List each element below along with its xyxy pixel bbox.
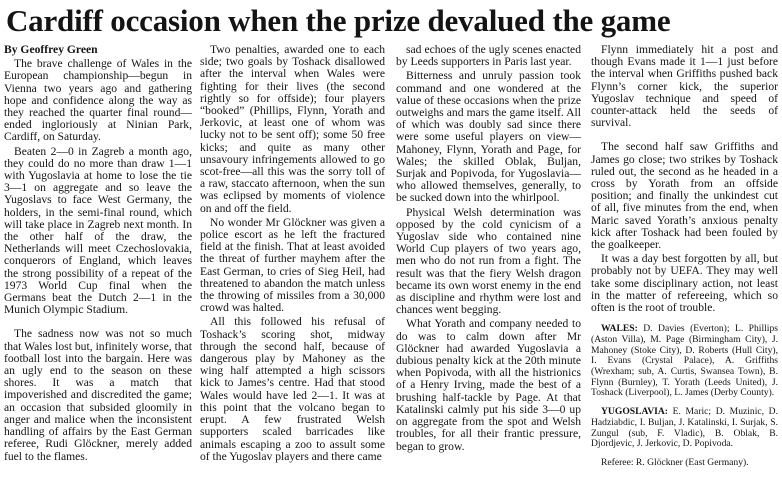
paragraph: Physical Welsh determination was opposed by the cold cynicism of a Yugoslav side who contained nine World Cup players of two years ago, men who do not run from a fight. The result was that the fiery Welsh dragon became its own worst enemy in the end as discipline and rhythm were lost and chances went begging. [396, 205, 581, 317]
paragraph: No wonder Mr Glöckner was given a police escort as he left the fractured field at the finish. That at least avoided the threat of further mayhem after the East German, to cries of Sieg Heil, had threatened to abandon the match unless the throwing of missiles from a 30,000 crowd was halted. [200, 215, 385, 315]
article-column-2 [200, 44, 385, 463]
paragraph: Beaten 2—0 in Zagreb a month ago, they could do no more than draw 1—1 with Yugoslavia at home to lose the tie 3—1 on aggregate and so leave the Yugoslavs to face West Germany, the holders, in the semi-final round, which will take place in Zagreb next month. In the other half of the draw, the Netherlands will meet Czechoslovakia, conquerors of England, which leaves the strong possibility of a repeat of the 1973 World Cup final when the Germans beat the Dutch 2—1 in the Munich Olympic Stadium. [4, 144, 192, 317]
article-column-4 [591, 44, 778, 477]
paragraph: Flynn immediately hit a post and though Evans made it 1—1 just before the interval when Griffiths pushed back Flynn’s corner kick, the superior Yugoslav technique and speed of counter-attack held the seeds of survival. [591, 43, 778, 130]
article-column-3 [396, 44, 581, 453]
referee-name: R. Glöckner (East Germany). [635, 457, 749, 468]
wales-players: D. Davies (Everton); L. Phillips (Aston Villa), M. Page (Birmingham City), J. Mahoney (Stoke City), D. Roberts (Hull City), I. Evans (Crystal Palace), A. Griffiths (Wrexham; sub, A. Curtis, Swansea Town), B. Flynn (Burnley), T. Yorath (Leeds United), J. Toshack (Liverpool), L. James (Derby County). [591, 323, 778, 399]
article-column-1 [4, 44, 192, 463]
headline: Cardiff occasion when the prize devalued the game [6, 3, 671, 38]
wales-lineup [591, 324, 778, 399]
paragraph: Two penalties, awarded one to each side; two goals by Toshack disallowed after the interval when Wales were fighting for their lives (the second rightly so for offside); four players “booked” (Phillips, Flynn, Yorath and Jerkovic, at least one of whom was lucky not to be sent off); some 50 free kicks; and quite as many other unsavoury infringements allowed to go scot-free—all this was the sorry toll of a raw, staccato afternoon, when the sun was eclipsed by moments of violence on and off the field. [200, 43, 385, 215]
paragraph: Bitterness and unruly passion took command and one wondered at the value of these occasions when the prize outweighs and mars the game itself. All of which was doubly sad since there were some useful players on view—Mahoney, Flynn, Yorath and Page, for Wales; the skilled Oblak, Buljan, Surjak and Popivoda, for Yugoslavia—who allowed themselves, generally, to be sucked down into the whirlpool. [396, 69, 581, 205]
paragraph: The sadness now was not so much that Wales lost but, infinitely worse, that football lost into the bargain. Here was an ugly end to the season on these shores. It was a match that impoverished and discredited the game; an occasion that subsided gloomily in anger and malice when the inconsistent handling of affairs by the East German referee, Rudi Glöckner, merely added fuel to the flames. [4, 327, 192, 463]
paragraph: It was a day best forgotten by all, but probably not by UEFA. They may well take some disciplinary action, not least in the matter of refereeing, which so often is the root of trouble. [591, 252, 778, 315]
yugoslavia-players: E. Maric; D. Muzinic, D. Hadziabdic, I. Buljan, J. Katalinski, I. Surjak, S. Zungul (sub, F. Vladic), B. Oblak, B. Djordjevic, J. Jerkovic, D. Popivoda. [591, 406, 779, 450]
wales-label: WALES: [601, 323, 638, 335]
paragraph: What Yorath and company needed to do was to calm down after Mr Glöckner had awarded Yugoslavia a dubious penalty kick at the 20th minute when Popivoda, with all the histrionics of a Henry Irving, made the best of a brushing half-tackle by Page. At that Katalinski calmly put his side 3—0 up on aggregate from the spot and Welsh troubles, for all their frantic pressure, began to grow. [396, 317, 581, 453]
yugoslavia-lineup [591, 407, 778, 450]
referee-label: Referee: [601, 457, 634, 468]
paragraph: The second half saw Griffiths and James go close; two strikes by Toshack ruled out, the second as he headed in a cross by Yorath from an offside position; and finally the unkindest cut of all, five minutes from the end, when Maric saved Yorath’s anxious penalty kick after Toshack had been fouled by the goalkeeper. [591, 140, 778, 252]
yugoslavia-label: YUGOSLAVIA: [601, 406, 668, 418]
paragraph: sad echoes of the ugly scenes enacted by Leeds supporters in Paris last year. [396, 43, 581, 69]
referee-line [591, 458, 778, 469]
paragraph: All this followed his refusal of Toshack’s scoring shot, midway through the second half, because of dangerous play by Mahoney as the wing half attempted a high scissors kick to James’s centre. Had that stood Wales would have led 2—1. It was at this point that the volcano began to erupt. A few frustrated Welsh supporters scaled barricades like animals escaping a zoo to assult some of the Yugoslav players and there came [200, 315, 385, 463]
team-lineups [591, 324, 778, 468]
paragraph: The brave challenge of Wales in the European championship—begun in Vienna two years ago and gathering hope and confidence along the way as they reached the quarter final round—ended ingloriously at Ninian Park, Cardiff, on Saturday. [4, 57, 192, 144]
byline: By Geoffrey Green [4, 43, 98, 56]
